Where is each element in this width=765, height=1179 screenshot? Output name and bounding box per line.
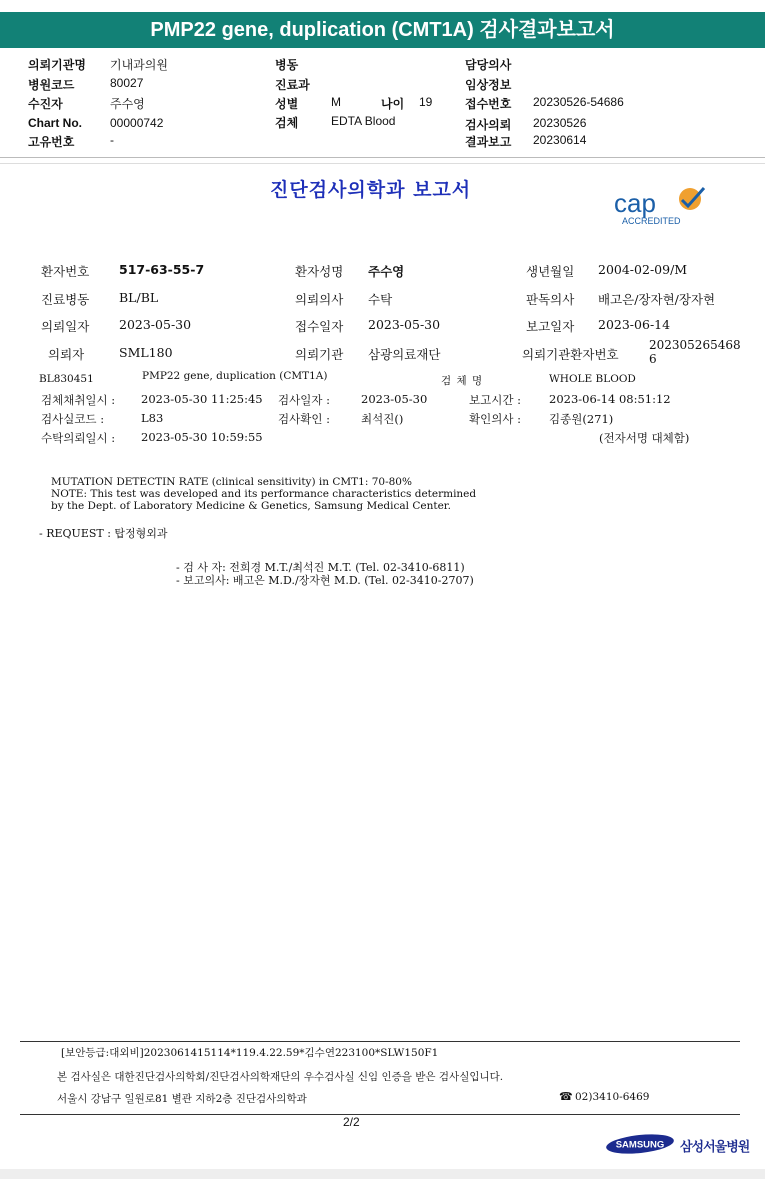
report-date-value: 2023-06-14 <box>598 317 671 332</box>
birth-date-value: 2004-02-09/M <box>598 262 688 277</box>
department-label: 진료과 <box>275 78 310 92</box>
sex-label: 성별 <box>275 97 299 111</box>
staff-line-1: - 검 사 자: 전희경 M.T./최석진 M.T. (Tel. 02-3410-6811) <box>176 561 465 574</box>
sex-value: M <box>331 95 341 109</box>
institution-patient-no-label: 의뢰기관환자번호 <box>522 347 619 362</box>
report-heading: 진단검사의학과 보고서 <box>270 179 472 201</box>
hospital-name-value: 기내과의원 <box>110 58 168 72</box>
requester-label: 의뢰자 <box>48 347 85 362</box>
report-date-label: 보고일자 <box>526 319 575 334</box>
result-report-value: 20230614 <box>533 133 587 147</box>
security-line: [보안등급:대외비]2023061415114*119.4.22.59*김수연223100*SLW150F1 <box>61 1047 439 1059</box>
requesting-institution-value: 삼광의료재단 <box>368 347 441 362</box>
confirm-doctor-value: 김종원(271) <box>549 412 614 426</box>
age-label: 나이 <box>381 97 405 111</box>
chart-no-label: Chart No. <box>28 116 82 130</box>
header-divider <box>0 157 765 158</box>
institution-patient-no-value: 202305265468 <box>649 338 741 352</box>
receipt-date-label: 접수일자 <box>295 319 344 334</box>
patient-label: 수진자 <box>28 97 63 111</box>
note-line-1: MUTATION DETECTIN RATE (clinical sensitivity) in CMT1: 70-80% <box>51 476 412 488</box>
certification-line: 본 검사실은 대한진단검사의학회/진단검사의학재단의 우수검사실 신임 인증을 받은 검사실입니다. <box>57 1071 504 1083</box>
patient-name-label: 환자성명 <box>295 264 344 279</box>
report-time-label: 보고시간 : <box>469 393 521 407</box>
test-name: PMP22 gene, duplication (CMT1A) <box>142 370 328 382</box>
reading-doctor-value: 배고은/장자현/장자현 <box>598 292 716 307</box>
clinic-ward-label: 진료병동 <box>41 292 90 307</box>
hospital-logo-name: 삼성서울병원 <box>680 1140 750 1155</box>
patient-no-value: 517-63-55-7 <box>119 262 205 277</box>
report-title-bar: PMP22 gene, duplication (CMT1A) 검사결과보고서 <box>0 12 765 48</box>
institution-patient-no-value-wrap: 6 <box>649 352 657 366</box>
chart-no-value: 00000742 <box>110 116 164 130</box>
referring-doctor-value: 수탁 <box>368 292 393 307</box>
hospital-name-label: 의뢰기관명 <box>28 58 86 72</box>
header-divider-2 <box>0 163 765 164</box>
collection-time-label: 검체채취일시 : <box>41 393 116 407</box>
note-line-2: NOTE: This test was developed and its performance characteristics determined <box>51 488 477 500</box>
lab-code-value: L83 <box>141 411 164 425</box>
address-line: 서울시 강남구 일원로81 별관 지하2층 진단검사의학과 <box>57 1093 307 1105</box>
cap-accredited-logo <box>612 182 718 228</box>
age-value: 19 <box>419 95 433 109</box>
clinical-info-label: 임상정보 <box>465 78 512 92</box>
cap-logo-text: cap <box>614 188 656 218</box>
specimen-value: EDTA Blood <box>331 114 396 128</box>
patient-no-label: 환자번호 <box>41 264 90 279</box>
test-date-label: 검사일자 : <box>278 393 330 407</box>
clinic-ward-value: BL/BL <box>119 290 159 305</box>
request-note: - REQUEST : 탑정형외과 <box>39 527 168 540</box>
specimen-label: 검체 <box>275 116 299 130</box>
result-report-label: 결과보고 <box>465 135 512 149</box>
receipt-date-value: 2023-05-30 <box>368 317 441 332</box>
receipt-no-label: 접수번호 <box>465 97 512 111</box>
confirm-doctor-label: 확인의사 : <box>469 412 521 426</box>
specimen-name-value: WHOLE BLOOD <box>549 373 636 385</box>
ward-label: 병동 <box>275 58 299 72</box>
reading-doctor-label: 판독의사 <box>526 292 575 307</box>
receipt-no-value: 20230526-54686 <box>533 95 624 109</box>
test-date-value: 2023-05-30 <box>361 392 428 406</box>
consignment-time-label: 수탁의뢰일시 : <box>41 431 116 445</box>
consignment-time-value: 2023-05-30 10:59:55 <box>141 430 263 444</box>
request-date-value: 20230526 <box>533 116 587 130</box>
specimen-name-label: 검 체 명 <box>441 375 484 387</box>
note-line-3: by the Dept. of Laboratory Medicine & Genetics, Samsung Medical Center. <box>51 500 451 512</box>
requester-value: SML180 <box>119 345 173 360</box>
test-code: BL830451 <box>39 373 94 385</box>
unique-id-value: - <box>110 133 114 147</box>
test-verify-value: 최석진() <box>361 412 404 426</box>
hospital-code-label: 병원코드 <box>28 78 75 92</box>
signature-note: (전자서명 대체함) <box>599 431 690 445</box>
cap-logo-sub: ACCREDITED <box>622 216 681 226</box>
birth-date-label: 생년월일 <box>526 264 575 279</box>
collection-time-value: 2023-05-30 11:25:45 <box>141 392 263 406</box>
requesting-institution-label: 의뢰기관 <box>295 347 344 362</box>
request-date-label: 검사의뢰 <box>465 118 512 132</box>
patient-name-value: 주수영 <box>368 264 405 279</box>
request-date-label-2: 의뢰일자 <box>41 319 90 334</box>
test-verify-label: 검사확인 : <box>278 412 330 426</box>
page-number: 2/2 <box>343 1115 360 1129</box>
cap-logo-circle <box>679 188 701 210</box>
hospital-code-value: 80027 <box>110 76 144 90</box>
samsung-logo <box>605 1133 675 1155</box>
attending-doctor-label: 담당의사 <box>465 58 512 72</box>
staff-line-2: - 보고의사: 배고은 M.D./장자현 M.D. (Tel. 02-3410-2707) <box>176 574 474 587</box>
unique-id-label: 고유번호 <box>28 135 75 149</box>
report-time-value: 2023-06-14 08:51:12 <box>549 392 671 406</box>
phone-icon: ☎ <box>559 1090 573 1103</box>
patient-value: 주수영 <box>110 97 145 111</box>
request-date-value-2: 2023-05-30 <box>119 317 192 332</box>
samsung-logo-text: SAMSUNG <box>615 1139 665 1151</box>
referring-doctor-label: 의뢰의사 <box>295 292 344 307</box>
bottom-bar <box>0 1169 765 1179</box>
lab-code-label: 검사실코드 : <box>41 412 105 426</box>
phone-number: 02)3410-6469 <box>575 1091 650 1103</box>
